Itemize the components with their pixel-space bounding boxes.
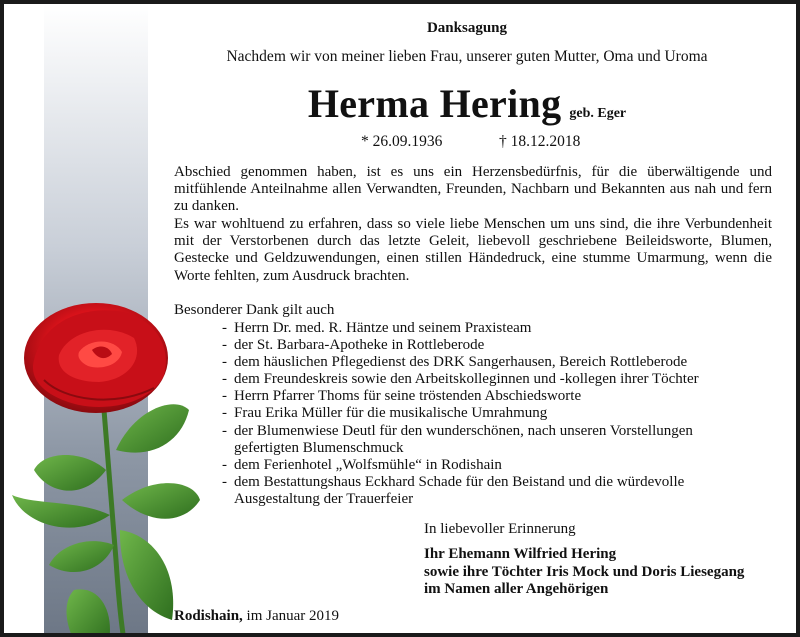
thanks-paragraph-1: Abschied genommen haben, ist es uns ein Herzensbedürfnis, für die überwältigende und mitfühlende Anteilnahme allen Verwandten, Freunden, Nachbarn und Bekannten aus nah und fern zu danken. [174, 164, 772, 215]
list-item: - der Blumenwiese Deutl für den wunderschönen, nach unseren Vorstellungen [222, 422, 693, 439]
thanks-list [222, 320, 782, 508]
intro-line: Nachdem wir von meiner lieben Frau, unserer guten Mutter, Oma und Uroma [226, 48, 708, 65]
place: Rodishain, [174, 608, 243, 624]
list-item-continuation: Ausgestaltung der Trauerfeier [234, 490, 414, 507]
heading: Danksagung [426, 20, 508, 36]
deceased-name: Herma Hering [307, 81, 562, 126]
list-item: - dem Bestattungshaus Eckhard Schade für den Beistand und die würdevolle [222, 473, 685, 490]
list-item: - der St. Barbara-Apotheke in Rottleberode [222, 337, 485, 354]
thanks-paragraph-2: Es war wohltuend zu erfahren, dass so viele liebe Menschen um uns sind, die ihre Verbundenheit mit der Verstorbenen durch das letzte Geleit, liebevoll geschriebene Beileidsworte, Blumen, Gestecke und Geldzuwendungen, einen stillen Händedruck, eine stumme Umarmung, wenn die Worte fehlten, zum Ausdruck brachten. [174, 216, 772, 284]
date: im Januar 2019 [246, 608, 340, 624]
list-item: - Herrn Pfarrer Thoms für seine tröstenden Abschiedsworte [222, 388, 582, 405]
signature-block [424, 546, 744, 599]
signature-line: sowie ihre Töchter Iris Mock und Doris Liesegang [424, 563, 745, 580]
maiden-name: geb. Eger [569, 106, 627, 121]
birth-date: * 26.09.1936 [361, 133, 443, 150]
death-date: † 18.12.2018 [499, 133, 581, 150]
signature-line: im Namen aller Angehörigen [424, 581, 609, 597]
deceased-name-block [174, 80, 760, 127]
list-item: - Herrn Dr. med. R. Häntze und seinem Praxisteam [222, 320, 532, 336]
place-date-line [174, 608, 339, 625]
list-item: - Frau Erika Müller für die musikalische Umrahmung [222, 405, 548, 422]
red-rose-icon [4, 300, 204, 637]
list-item: - dem häuslichen Pflegedienst des DRK Sangerhausen, Bereich Rottleberode [222, 354, 688, 371]
signature-line: Ihr Ehemann Wilfried Hering [424, 546, 617, 562]
memory-line: In liebevoller Erinnerung [424, 521, 576, 537]
list-item-continuation: gefertigten Blumenschmuck [234, 439, 404, 456]
special-thanks-intro: Besonderer Dank gilt auch [174, 302, 335, 318]
list-item: - dem Freundeskreis sowie den Arbeitskolleginnen und -kollegen ihrer Töchter [222, 371, 699, 388]
list-item: - dem Ferienhotel „Wolfsmühle“ in Rodishain [222, 456, 502, 473]
